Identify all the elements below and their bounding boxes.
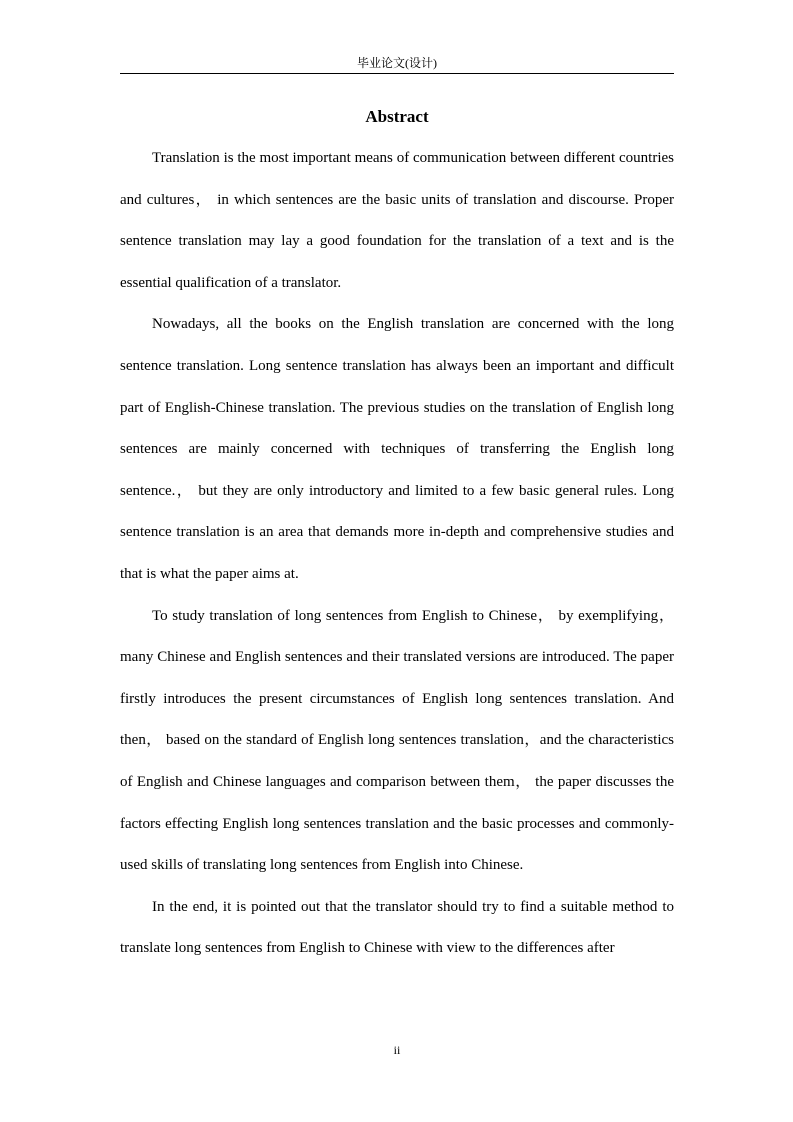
paragraph-2: Nowadays, all the books on the English translation are concerned with the long sentence translation. Long sentence translation has always been an important and difficult part of English-Chinese translation. The previous studies on the translation of English long sentences are mainly concerned with techniques of transferring the English long sentence.， but they are only introductory and limited to a few basic general rules. Long sentence translation is an area that demands more in-depth and comprehensive studies and that is what the paper aims at.	[120, 316, 674, 582]
page-header: 毕业论文(设计)	[357, 56, 437, 70]
page-number: ii	[393, 1043, 401, 1057]
paragraph-4: In the end, it is pointed out that the translator should try to find a suitable method to translate long sentences from English to Chinese with view to the differences after	[120, 898, 674, 957]
abstract-title: Abstract	[365, 107, 429, 126]
paragraph-1: Translation is the most important means of communication between different countries and cultures， in which sentences are the basic units of translation and discourse. Proper sentence translation may lay a good foundation for the translation of a text and is the essential qualification of a translator.	[120, 150, 674, 291]
paragraph-3: To study translation of long sentences from English to Chinese， by exemplifying，many Chinese and English sentences and their translated versions are introduced. The paper firstly introduces the present circumstances of English long sentences translation. And then， based on the standard of English long sentences translation，and the characteristics of English and Chinese languages and comparison between them， the paper discusses the factors effecting English long sentences translation and the basic processes and commonly-used skills of translating long sentences from English into Chinese.	[120, 607, 674, 874]
abstract-body	[120, 138, 674, 970]
header-rule	[120, 73, 674, 74]
